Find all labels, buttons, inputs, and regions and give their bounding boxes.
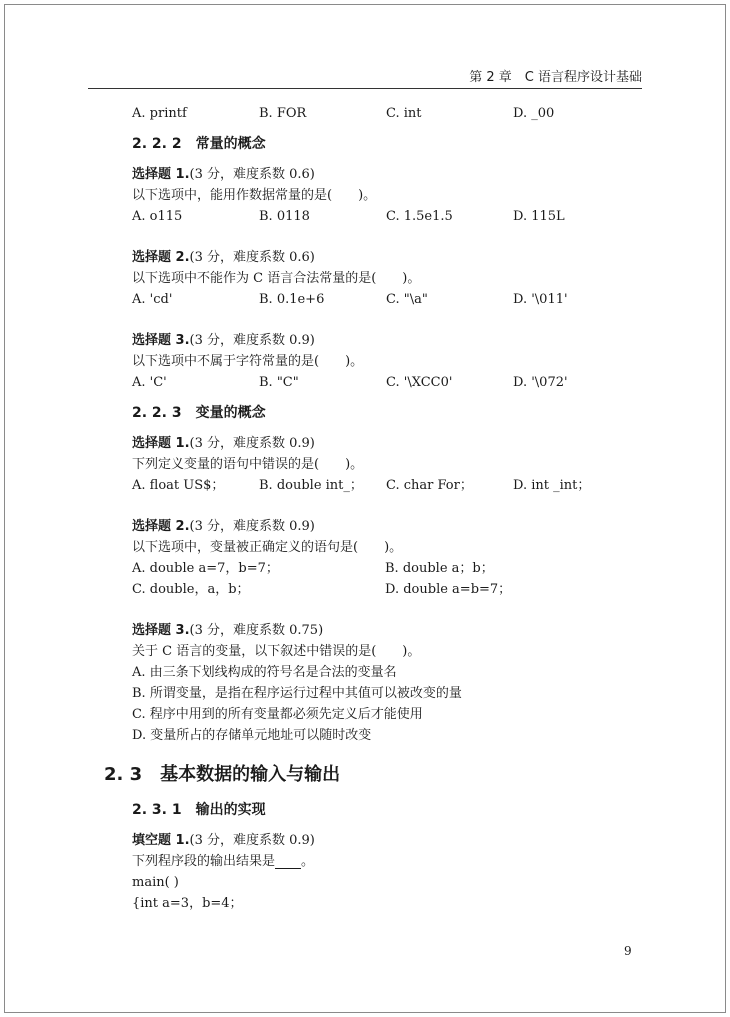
question-meta: (3 分，难度系数 0.9): [189, 833, 315, 848]
question-meta: (3 分，难度系数 0.9): [189, 519, 315, 534]
question-label: 选择题 1.: [132, 436, 190, 451]
section-heading-2-2-2: 2. 2. 2 常量的概念: [132, 136, 266, 152]
question-header: [132, 330, 632, 351]
question-label: 选择题 2.: [132, 519, 190, 534]
question-label: 选择题 2.: [132, 250, 190, 265]
option-c: C. char For；: [386, 478, 473, 493]
question-text: 以下选项中不属于字符常量的是( )。: [132, 354, 364, 369]
question-header: [132, 516, 632, 537]
option-d: D. 115L: [513, 209, 565, 224]
question-header: [132, 247, 632, 268]
question-text: 关于 C 语言的变量，以下叙述中错误的是( )。: [132, 644, 421, 659]
question-label: 填空题 1.: [132, 833, 190, 848]
section-heading-2-2-3: 2. 2. 3 变量的概念: [132, 405, 266, 421]
options-row: [132, 475, 632, 496]
section-heading-2-3-1: 2. 3. 1 输出的实现: [132, 802, 266, 818]
option-d: D. int _int；: [513, 478, 591, 493]
option-b: B. FOR: [259, 106, 307, 121]
header-chapter-title: 第 2 章 C 语言程序设计基础: [469, 70, 642, 85]
option-b: B. 0.1e+6: [259, 292, 325, 307]
code-line: {int a=3，b=4；: [132, 896, 243, 911]
option-c: C. int: [386, 106, 422, 121]
question-text-before: 下列程序段的输出结果是: [132, 854, 276, 869]
question-header: [132, 433, 632, 454]
question-label: 选择题 3.: [132, 623, 190, 638]
option-c: C. '\XCC0': [386, 375, 453, 390]
option-b: B. 所谓变量，是指在程序运行过程中其值可以被改变的量: [132, 686, 462, 701]
option-c: C. double，a，b；: [132, 582, 250, 597]
question-header: [132, 164, 632, 185]
option-a: A. o115: [132, 209, 183, 224]
option-d: D. double a=b=7；: [385, 582, 512, 597]
options-row: [132, 579, 632, 600]
question-meta: (3 分，难度系数 0.6): [189, 250, 315, 265]
question-text: [132, 851, 632, 872]
option-b: B. double int_；: [259, 478, 363, 493]
option-c: C. 1.5e1.5: [386, 209, 453, 224]
question-label: 选择题 1.: [132, 167, 190, 182]
option-c: C. "\a": [386, 292, 428, 307]
option-d: D. '\072': [513, 375, 568, 390]
option-b: B. 0118: [259, 209, 310, 224]
option-a: A. printf: [132, 106, 187, 121]
options-row: [132, 206, 632, 227]
option-b: B. double a；b；: [385, 561, 494, 576]
option-a: A. 'cd': [132, 292, 173, 307]
question-header: [132, 830, 632, 851]
question-text: 以下选项中不能作为 C 语言合法常量的是( )。: [132, 271, 421, 286]
option-a: A. float US$；: [132, 478, 225, 493]
question-meta: (3 分，难度系数 0.6): [189, 167, 315, 182]
question-text-after: 。: [301, 854, 315, 869]
option-a: A. 'C': [132, 375, 167, 390]
options-row: [132, 372, 632, 393]
option-a: A. double a=7，b=7；: [132, 561, 279, 576]
options-row: [132, 289, 632, 310]
section-heading-2-3: 2. 3 基本数据的输入与输出: [104, 764, 341, 785]
page-content: [104, 103, 632, 914]
question-text: 下列定义变量的语句中错误的是( )。: [132, 457, 364, 472]
question-meta: (3 分，难度系数 0.9): [189, 436, 315, 451]
option-c: C. 程序中用到的所有变量都必须先定义后才能使用: [132, 707, 423, 722]
page-number: 9: [624, 944, 632, 958]
option-a: A. 由三条下划线构成的符号名是合法的变量名: [132, 665, 397, 680]
question-text: 以下选项中，变量被正确定义的语句是( )。: [132, 540, 403, 555]
top-options-row: [132, 103, 632, 124]
option-d: D. _00: [513, 106, 555, 121]
answer-blank: [275, 854, 301, 869]
options-row: [132, 558, 632, 579]
running-header: [88, 66, 642, 89]
question-text: 以下选项中，能用作数据常量的是( )。: [132, 188, 377, 203]
option-d: D. 变量所占的存储单元地址可以随时改变: [132, 728, 372, 743]
question-header: [132, 620, 632, 641]
question-label: 选择题 3.: [132, 333, 190, 348]
option-b: B. "C": [259, 375, 299, 390]
question-meta: (3 分，难度系数 0.9): [189, 333, 315, 348]
question-meta: (3 分，难度系数 0.75): [189, 623, 324, 638]
option-d: D. '\011': [513, 292, 568, 307]
code-line: main( ): [132, 875, 179, 890]
